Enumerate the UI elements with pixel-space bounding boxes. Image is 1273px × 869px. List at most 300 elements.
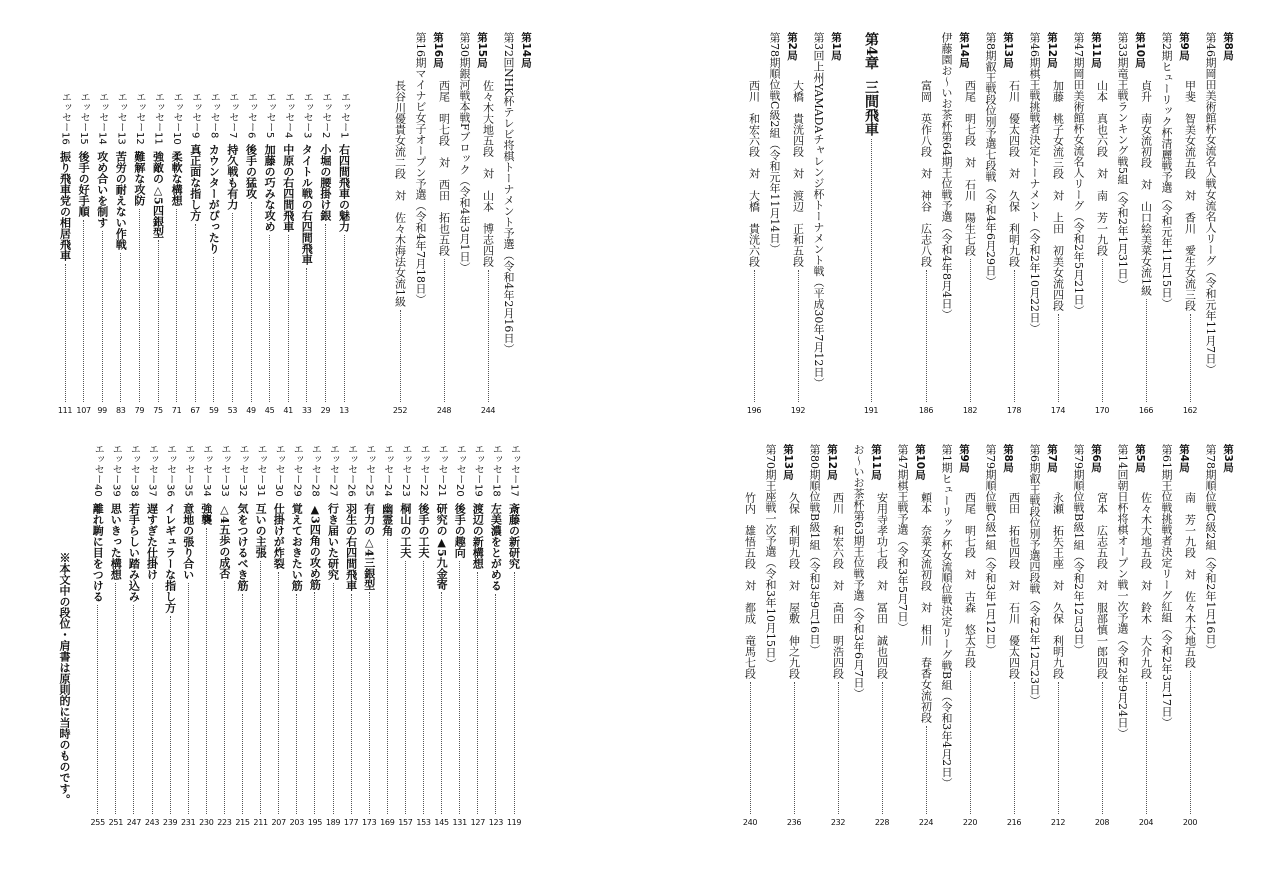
game-label: 第14局 (520, 32, 532, 68)
page-number: 220 (962, 818, 978, 827)
page-number: 107 (76, 406, 91, 415)
essay-label: エッセー13 (115, 92, 127, 145)
essay-label: エッセー20 (454, 444, 466, 497)
essay-title: イレギュラーな指し方 (163, 502, 177, 613)
game-event: 第2期ヒューリック杯清麗戦予選（令和元年11月15日） (1160, 32, 1173, 309)
essay-entry[interactable] (94, 92, 110, 416)
game-label: 第11局 (870, 444, 882, 480)
game-players: 永瀬 拓矢王座 対 久保 利明九段 (1051, 492, 1065, 679)
dot-leader (314, 592, 315, 814)
game-players: 西川 和宏六段 対 高田 明浩四段 (831, 492, 845, 679)
toc-entry[interactable] (766, 32, 800, 254)
game-players: 安用寺孝功七段 対 冨田 誠也四段 (875, 492, 889, 679)
essay-entry[interactable] (206, 92, 222, 416)
essay-title: 行き届いた研究 (326, 502, 340, 580)
essay-title: 後手の猛攻 (244, 144, 258, 200)
dot-leader (400, 310, 401, 402)
dot-leader (213, 257, 214, 402)
chapter-title: 三間飛車 (863, 79, 879, 136)
essay-entry[interactable] (262, 92, 278, 416)
essay-entry[interactable] (280, 92, 296, 416)
essay-title: 覚えておきたい筋 (290, 502, 304, 591)
essay-entry[interactable] (90, 444, 106, 828)
dot-leader (83, 220, 84, 402)
dot-leader (488, 270, 489, 402)
game-label: 第8局 (1222, 32, 1234, 61)
game-players: 頼本 奈菜女流初段 対 相川 春香女流初段 (919, 492, 933, 723)
page-number: 157 (398, 818, 413, 827)
essay-entry[interactable] (289, 444, 305, 828)
essay-entry[interactable] (169, 92, 185, 416)
dot-leader (102, 231, 103, 402)
essay-entry[interactable] (108, 444, 124, 828)
page-number: 53 (227, 406, 238, 415)
essay-title: 小堀の腰掛け銀 (318, 144, 332, 222)
essay-label: エッセー32 (237, 444, 248, 497)
dot-leader (269, 235, 270, 402)
essay-title: △4五歩の成否 (217, 502, 231, 579)
essay-label: エッセー14 (96, 92, 108, 145)
dot-leader (97, 605, 98, 814)
dot-leader (477, 572, 478, 814)
essay-entry[interactable] (379, 444, 395, 828)
essay-title: 振り飛車党の相居飛車 (58, 150, 72, 261)
essay-entry[interactable] (76, 92, 92, 416)
essay-label: エッセー18 (490, 444, 502, 497)
game-event: 第70期王座戦一次予選（令和3年10月15日） (764, 444, 777, 669)
dot-leader (871, 139, 872, 402)
essay-entry[interactable] (162, 444, 178, 828)
toc-entry[interactable] (1026, 444, 1060, 706)
essay-label: エッセー36 (164, 444, 176, 497)
essay-label: エッセー15 (78, 92, 90, 145)
essay-label: エッセー23 (399, 444, 411, 497)
dot-leader (926, 726, 927, 814)
game-label: 第11局 (1090, 32, 1102, 68)
dot-leader (344, 235, 345, 402)
essay-entry[interactable] (307, 444, 323, 828)
essay-entry[interactable] (113, 92, 129, 416)
essay-label: エッセー16 (59, 92, 71, 145)
page-number: 33 (302, 406, 312, 415)
toc-entry-players[interactable] (918, 80, 934, 416)
essay-title: 苦労の耐えない作戦 (114, 150, 128, 250)
page-number: 200 (1182, 818, 1198, 827)
dot-leader (351, 594, 352, 814)
game-players: 貞升 南女流初段 対 山口絵美菜女流1級 (1139, 80, 1153, 296)
essay-label: エッセー1 (338, 92, 350, 139)
dot-leader (195, 224, 196, 402)
page-number: 211 (253, 818, 268, 827)
game-players: 加藤 桃子女流三段 対 上田 初美女流四段 (1051, 80, 1065, 311)
page-number: 223 (217, 818, 232, 827)
page-number: 75 (153, 406, 163, 415)
game-label: 第8局 (1002, 444, 1014, 473)
essay-label: エッセー38 (128, 444, 140, 497)
page-number: 71 (171, 406, 182, 415)
essay-title: 強襲 (199, 502, 213, 525)
page-number: 192 (790, 406, 806, 415)
essay-entry[interactable] (361, 444, 377, 828)
toc-entry[interactable] (938, 444, 972, 788)
toc-entry-players[interactable] (392, 80, 408, 416)
page-number: 79 (134, 406, 145, 415)
essay-entry[interactable] (336, 92, 352, 416)
dot-leader (750, 682, 751, 814)
toc-entry[interactable] (810, 32, 844, 388)
essay-label: エッセー34 (200, 444, 212, 497)
game-event: 第47期棋王戦予選（令和3年5月7日） (896, 444, 909, 633)
toc-entry[interactable] (1114, 444, 1148, 739)
page-number: 248 (436, 406, 452, 415)
essay-title: 斎藤の新研究 (507, 502, 521, 569)
game-event: 第1期ヒューリック杯女流順位戦決定リーグ戦B組（令和3年4月2日） (940, 444, 953, 789)
essay-title: 意地の張り合い (181, 502, 195, 580)
page-number: 123 (488, 818, 504, 827)
dot-leader (139, 209, 140, 402)
page-number: 119 (506, 818, 522, 827)
dot-leader (514, 572, 515, 814)
game-event: 第6期叡王戦段位別予選四段戦（令和2年12月23日） (1028, 444, 1041, 706)
game-label: 第14局 (958, 32, 970, 68)
game-event: 第72回NHK杯テレビ将棋トーナメント予選（令和4年2月16日） (502, 32, 515, 355)
page-number: 196 (746, 406, 762, 415)
page-number: 208 (1094, 818, 1110, 827)
game-players: 西田 拓也四段 対 石川 優太四段 (1007, 492, 1021, 679)
game-event: 第79期順位戦C級1組（令和3年1月12日） (984, 444, 997, 656)
game-label: 第12局 (826, 444, 838, 480)
essay-title: 真正面な指し方 (188, 144, 202, 222)
dot-leader (333, 583, 334, 814)
essay-entry[interactable] (253, 444, 269, 828)
essay-label: エッセー6 (245, 92, 257, 139)
page-number: 177 (343, 818, 359, 827)
toc-entry[interactable] (1202, 32, 1236, 416)
page-number: 83 (116, 406, 126, 415)
toc-entry[interactable] (500, 32, 534, 354)
essay-title: タイトル戦の右四間飛車 (300, 144, 314, 266)
essay-entry[interactable] (235, 444, 251, 828)
page-number: 153 (416, 818, 431, 827)
essay-title: 有力の△4三銀型 (362, 502, 376, 590)
page-number: 244 (480, 406, 496, 415)
dot-leader (188, 583, 189, 814)
essay-entry[interactable] (317, 92, 333, 416)
page-number: 207 (271, 818, 286, 827)
game-event: 第30期銀河戦本戦Fブロック（令和4年3月1日） (458, 32, 471, 273)
game-players: 竹内 雄悟五段 対 都成 竜馬七段 (743, 492, 757, 679)
toc-entry-players[interactable] (742, 492, 758, 828)
dot-leader (176, 209, 177, 402)
page-number: 41 (283, 406, 293, 415)
page-number: 189 (325, 818, 341, 827)
dot-leader (441, 592, 442, 814)
game-label: 第7局 (1046, 444, 1058, 473)
page-number: 174 (1050, 406, 1066, 415)
essay-entry[interactable] (506, 444, 522, 828)
page-number: 203 (289, 818, 304, 827)
dot-leader (798, 270, 799, 402)
essay-entry[interactable] (187, 92, 203, 416)
essay-title: 思いきった構想 (109, 502, 123, 580)
game-event: 第14回朝日杯将棋オープン戦一次予選（令和2年9月24日） (1116, 444, 1129, 739)
page-number: 230 (199, 818, 214, 827)
toc-entry[interactable] (1070, 32, 1104, 316)
essay-label: エッセー5 (264, 92, 276, 139)
dot-leader (120, 253, 121, 402)
game-event: 第80期順位戦B級1組（令和3年9月16日） (808, 444, 821, 656)
page-number: 239 (162, 818, 178, 827)
dot-leader (387, 539, 388, 814)
game-label: 第1局 (830, 32, 842, 61)
toc-entry[interactable] (1026, 32, 1060, 334)
game-event: 第3回上州YAMADAチャレンジ杯トーナメント戦（平成30年7月12日） (812, 32, 825, 389)
essay-label: エッセー8 (208, 92, 220, 139)
page-number: 13 (339, 406, 349, 415)
essay-label: エッセー33 (218, 444, 230, 497)
game-players: 久保 利明九段 対 屋敷 伸之九段 (787, 492, 801, 679)
essay-label: エッセー19 (472, 444, 484, 497)
game-players: 佐々木大地五段 対 山本 博志四段 (481, 80, 495, 267)
page-number: 224 (918, 818, 934, 827)
game-players: 山本 真也六段 対 南 芳一九段 (1095, 80, 1109, 256)
toc-entry[interactable] (456, 32, 490, 273)
toc-entry[interactable] (412, 32, 446, 305)
dot-leader (459, 561, 460, 814)
essay-label: エッセー35 (182, 444, 194, 497)
page-number: 236 (786, 818, 802, 827)
essay-label: エッセー29 (291, 444, 303, 497)
essay-entry[interactable] (416, 444, 432, 828)
game-label: 第4局 (1178, 444, 1190, 473)
game-event: 伊藤園お〜いお茶杯第64期王位戦予選（令和4年8月4日） (940, 32, 953, 320)
essay-entry[interactable] (198, 444, 214, 828)
dot-leader (369, 592, 370, 814)
essay-label: エッセー9 (189, 92, 201, 139)
essay-label: エッセー11 (152, 92, 164, 145)
game-label: 第10局 (1134, 32, 1146, 68)
page-number: 247 (126, 818, 142, 827)
essay-label: エッセー12 (133, 92, 145, 145)
essay-entry[interactable] (434, 444, 450, 828)
dot-leader (423, 561, 424, 814)
essay-entry[interactable] (144, 444, 160, 828)
essay-label: エッセー30 (273, 444, 285, 497)
dot-leader (754, 270, 755, 402)
page-number: 111 (57, 406, 73, 415)
dot-leader (232, 213, 233, 402)
essay-entry[interactable] (271, 444, 287, 828)
essay-title: 難解な攻防 (132, 150, 146, 206)
game-label: 第12局 (1046, 32, 1058, 68)
essay-label: エッセー3 (301, 92, 313, 139)
game-players: 西川 和宏六段 対 大橋 貴洸六段 (747, 80, 761, 267)
dot-leader (133, 605, 134, 814)
page-number: 204 (1138, 818, 1154, 827)
game-event: 第61期王位戦挑戦者決定リーグ紅組（令和2年3月17日） (1160, 444, 1173, 728)
essay-title: 遅すぎた仕掛け (145, 502, 159, 580)
toc-entry[interactable] (850, 444, 884, 699)
essay-label: エッセー28 (309, 444, 321, 497)
game-players: 南 芳一九段 対 佐々木大地五段 (1183, 492, 1197, 668)
page-number: 255 (90, 818, 105, 827)
game-event: 第33期竜王戦ランキング戦5組（令和2年1月31日） (1116, 32, 1129, 290)
toc-entry[interactable] (982, 32, 1016, 287)
game-label: 第6局 (1090, 444, 1102, 473)
game-players: 佐々木大地五段 対 鈴木 大介九段 (1139, 492, 1153, 679)
game-label: 第2局 (786, 32, 798, 61)
game-label: 第10局 (914, 444, 926, 480)
essay-label: エッセー37 (146, 444, 158, 497)
toc-entry[interactable] (1202, 444, 1236, 655)
essay-title: 後手の好手順 (77, 150, 91, 217)
essay-entry[interactable] (452, 444, 468, 828)
page-number: 169 (380, 818, 395, 827)
dot-leader (882, 682, 883, 814)
game-players: 長谷川優貴女流二段 対 佐々木海法女流1級 (393, 80, 407, 307)
dot-leader (152, 583, 153, 814)
essay-entry[interactable] (126, 444, 142, 828)
essay-entry[interactable] (397, 444, 413, 828)
essay-entry[interactable] (216, 444, 232, 828)
essay-title: 羽生の右四間飛車 (344, 502, 358, 591)
footnote: ※本文中の段位・肩書は原則的に当時のものです。 (58, 552, 71, 805)
essay-title: 後手の工夫 (417, 502, 430, 558)
dot-leader (224, 581, 225, 814)
page-number: 212 (1050, 818, 1066, 827)
essay-title: ▲3四角の攻め筋 (308, 502, 322, 590)
toc-entry[interactable] (1158, 444, 1192, 728)
game-event: 第8期叡王戦段位別予選七段戦（令和4年6月29日） (984, 32, 997, 287)
chapter-label: 第4章 (863, 32, 879, 70)
game-label: 第15局 (476, 32, 488, 68)
dot-leader (1014, 270, 1015, 402)
essay-entry[interactable] (343, 444, 359, 828)
essay-label: エッセー27 (327, 444, 339, 497)
essay-title: 若手らしい踏み込み (127, 502, 141, 602)
essay-label: エッセー7 (226, 92, 238, 139)
toc-entry[interactable] (938, 32, 972, 320)
page-number: 178 (1006, 406, 1022, 415)
game-players: 甲斐 智美女流五段 対 香川 愛生女流三段 (1183, 80, 1197, 311)
dot-leader (278, 572, 279, 814)
essay-title: カウンターがぴったり (207, 144, 221, 255)
game-label: 第9局 (1178, 32, 1190, 61)
dot-leader (325, 224, 326, 402)
game-players: 宮本 広志五段 対 服部慎一郎四段 (1095, 492, 1109, 679)
page-number: 29 (320, 406, 331, 415)
game-players: 西尾 明七段 対 古森 悠太五段 (963, 492, 977, 668)
game-label: 第5局 (1134, 444, 1146, 473)
dot-leader (242, 594, 243, 814)
page-number: 216 (1006, 818, 1022, 827)
essay-entry[interactable] (470, 444, 486, 828)
page-number: 59 (209, 406, 219, 415)
essay-label: エッセー22 (418, 444, 429, 497)
page-number: 231 (181, 818, 196, 827)
dot-leader (65, 264, 66, 402)
page-number: 49 (246, 406, 256, 415)
dot-leader (306, 268, 307, 402)
essay-label: エッセー21 (436, 444, 448, 497)
dot-leader (115, 583, 116, 814)
game-label: 第13局 (1002, 32, 1014, 68)
page-number: 240 (742, 818, 758, 827)
essay-title: 渡辺の新構想 (471, 502, 485, 569)
toc-entry[interactable] (1114, 32, 1148, 290)
essay-title: 離れ駒に目をつける (91, 502, 105, 602)
game-event: 第16期マイナビ女子オープン予選（令和4年7月18日） (414, 32, 427, 305)
essay-label: エッセー40 (92, 444, 104, 497)
game-players: 大橋 貴洸四段 対 渡辺 正和五段 (791, 80, 805, 267)
essay-title: 右四間飛車の魅力 (337, 144, 351, 233)
essay-entry[interactable] (57, 92, 73, 416)
dot-leader (158, 240, 159, 402)
page-number: 173 (362, 818, 377, 827)
game-event: 第46期棋王戦挑戦者決定トーナメント（令和2年10月22日） (1028, 32, 1041, 334)
page-number: 195 (307, 818, 323, 827)
essay-entry[interactable] (299, 92, 315, 416)
page-number: 145 (434, 818, 449, 827)
toc-entry[interactable] (1158, 32, 1192, 309)
essay-title: 幽霊角 (380, 502, 394, 536)
dot-leader (794, 682, 795, 814)
toc-entry[interactable] (762, 444, 796, 669)
game-label: 第9局 (958, 444, 970, 473)
page-number: 170 (1094, 406, 1110, 415)
essay-label: エッセー10 (171, 92, 183, 145)
toc-entry[interactable] (982, 444, 1016, 655)
game-label: 第16局 (432, 32, 444, 68)
page-number: 182 (962, 406, 978, 415)
page-number: 131 (452, 818, 467, 827)
dot-leader (405, 561, 406, 814)
essay-label: エッセー31 (255, 444, 267, 497)
toc-entry[interactable] (1070, 444, 1104, 655)
toc-entry[interactable] (894, 444, 928, 633)
essay-label: エッセー39 (110, 444, 122, 497)
essay-title: 柔軟な構想 (170, 150, 184, 206)
essay-entry[interactable] (131, 92, 147, 416)
essay-title: 持久戦も有力 (225, 144, 239, 211)
game-event: 第46期岡田美術館杯女流名人戦女流名人リーグ（令和元年11月7日） (1204, 32, 1217, 375)
game-players: 西尾 明七段 対 石川 陽生七段 (963, 80, 977, 256)
essay-entry[interactable] (325, 444, 341, 828)
page-number: 45 (264, 406, 275, 415)
game-players: 西尾 明七段 対 西田 拓也五段 (437, 80, 451, 256)
essay-entry[interactable] (224, 92, 240, 416)
dot-leader (838, 682, 839, 814)
dot-leader (1146, 299, 1147, 402)
dot-leader (1014, 682, 1015, 814)
essay-entry[interactable] (488, 444, 504, 828)
essay-label: エッセー24 (381, 444, 393, 497)
game-event: 第78期順位戦C級2組（令和2年1月16日） (1204, 444, 1217, 656)
page-number: 67 (190, 406, 200, 415)
essay-entry[interactable] (243, 92, 259, 416)
page-number: 166 (1138, 406, 1154, 415)
chapter-heading[interactable] (858, 32, 884, 416)
page-number: 243 (144, 818, 160, 827)
essay-entry[interactable] (150, 92, 166, 416)
dot-leader (288, 235, 289, 402)
essay-entry[interactable] (180, 444, 196, 828)
toc-entry-players[interactable] (746, 80, 762, 416)
toc-entry[interactable] (806, 444, 840, 655)
essay-title: 攻め合いを制す (95, 150, 109, 228)
essay-title: 左美濃をとがめる (489, 502, 503, 591)
essay-title: 後手の趣向 (453, 502, 467, 558)
